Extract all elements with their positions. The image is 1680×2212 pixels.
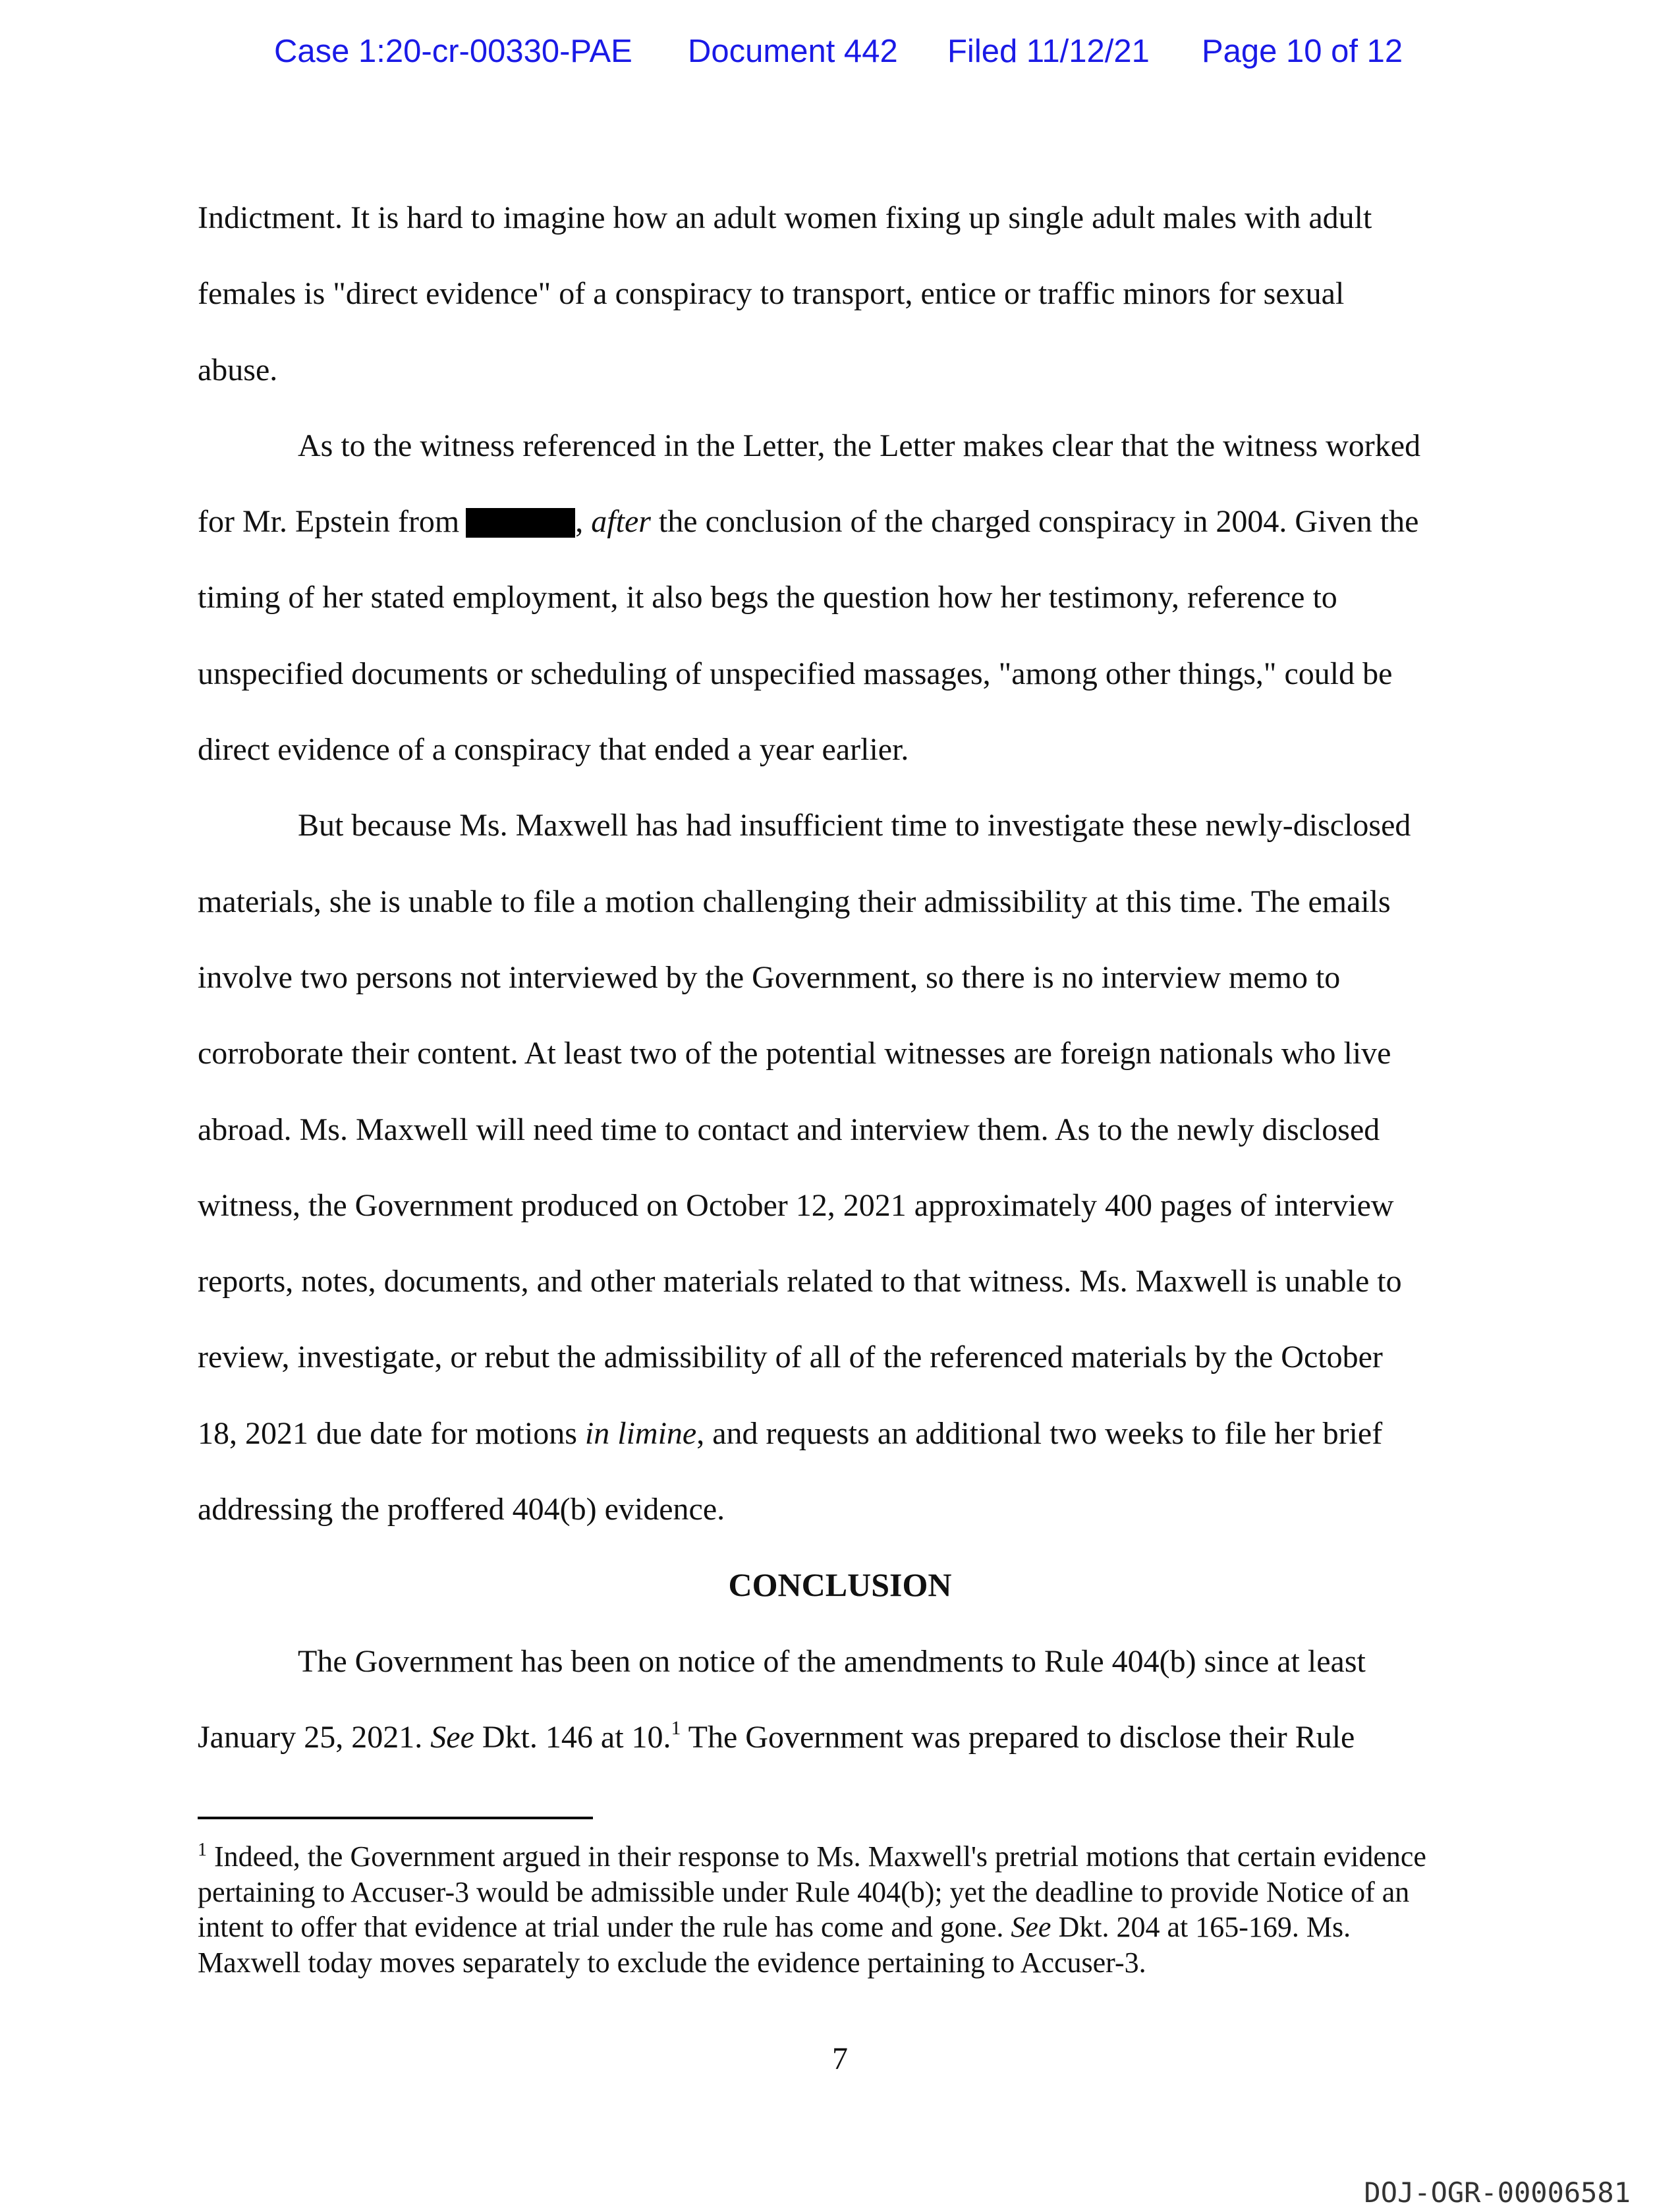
page-of-total: Page 10 of 12 bbox=[1202, 34, 1403, 69]
text: , bbox=[575, 504, 592, 540]
body-line: direct evidence of a conspiracy that ended a year earlier. bbox=[198, 732, 909, 768]
page-number: 7 bbox=[832, 2041, 848, 2076]
section-heading-conclusion: CONCLUSION bbox=[728, 1566, 952, 1604]
text: Dkt. 146 at 10. bbox=[474, 1719, 671, 1755]
body-line bbox=[198, 484, 1515, 559]
body-line: corroborate their content. At least two of the potential witnesses are foreign nationals who live bbox=[198, 1036, 1391, 1071]
footnote-line: Maxwell today moves separately to exclude the evidence pertaining to Accuser-3. bbox=[198, 1946, 1146, 1979]
text: January 25, 2021. bbox=[198, 1719, 431, 1755]
text: for Mr. Epstein from bbox=[198, 504, 460, 540]
body-line: timing of her stated employment, it also begs the question how her testimony, reference to bbox=[198, 580, 1337, 615]
body-line: reports, notes, documents, and other materials related to that witness. Ms. Maxwell is unable to bbox=[198, 1264, 1402, 1299]
footnote-reference: 1 bbox=[671, 1716, 681, 1739]
filed-date: Filed 11/12/21 bbox=[947, 34, 1150, 69]
italic-text: See bbox=[1011, 1911, 1051, 1944]
redaction-box bbox=[466, 508, 575, 538]
body-line: But because Ms. Maxwell has had insufficient time to investigate these newly-disclosed bbox=[298, 808, 1411, 843]
body-line: review, investigate, or rebut the admissibility of all of the referenced materials by the October bbox=[198, 1340, 1383, 1375]
text: , and requests an additional two weeks to file her brief bbox=[696, 1415, 1383, 1451]
bates-stamp: DOJ-OGR-00006581 bbox=[1364, 2176, 1631, 2209]
body-line: addressing the proffered 404(b) evidence. bbox=[198, 1492, 725, 1527]
footnote-marker: 1 bbox=[198, 1840, 207, 1860]
body-line: The Government has been on notice of the amendments to Rule 404(b) since at least bbox=[298, 1643, 1366, 1679]
body-line bbox=[198, 1699, 1515, 1775]
body-line: abroad. Ms. Maxwell will need time to contact and interview them. As to the newly disclosed bbox=[198, 1112, 1380, 1147]
body-line: involve two persons not interviewed by the Government, so there is no interview memo to bbox=[198, 959, 1341, 995]
text: the conclusion of the charged conspiracy in 2004. Given the bbox=[650, 504, 1419, 540]
text: Indeed, the Government argued in their response to Ms. Maxwell's pretrial motions that certain evidence bbox=[207, 1840, 1426, 1873]
text: intent to offer that evidence at trial under the rule has come and gone. bbox=[198, 1911, 1011, 1944]
footnote-line bbox=[198, 1910, 1502, 1945]
body-line: abuse. bbox=[198, 352, 278, 387]
case-number: Case 1:20-cr-00330-PAE bbox=[274, 34, 632, 69]
body-line: As to the witness referenced in the Letter, the Letter makes clear that the witness worked bbox=[298, 428, 1421, 463]
text: 18, 2021 due date for motions bbox=[198, 1415, 585, 1451]
document-number: Document 442 bbox=[688, 34, 898, 69]
body-text bbox=[198, 180, 1515, 1775]
footnote-line bbox=[198, 1839, 1502, 1875]
body-line: Indictment. It is hard to imagine how an adult women fixing up single adult males with adult bbox=[198, 200, 1372, 235]
text: Dkt. 204 at 165-169. Ms. bbox=[1051, 1911, 1351, 1944]
footnote-divider bbox=[198, 1817, 593, 1819]
body-line: females is "direct evidence" of a conspiracy to transport, entice or traffic minors for sexual bbox=[198, 276, 1345, 312]
italic-text: in limine bbox=[584, 1415, 697, 1451]
text: The Government was prepared to disclose their Rule bbox=[681, 1719, 1355, 1755]
footnote bbox=[198, 1839, 1502, 1981]
footnote-line: pertaining to Accuser-3 would be admissible under Rule 404(b); yet the deadline to provide Notice of an bbox=[198, 1875, 1410, 1908]
italic-text: See bbox=[430, 1719, 474, 1755]
body-line bbox=[198, 1396, 1515, 1471]
italic-text: after bbox=[591, 504, 651, 540]
body-line: materials, she is unable to file a motion challenging their admissibility at this time. The emails bbox=[198, 884, 1391, 919]
body-line: witness, the Government produced on October 12, 2021 approximately 400 pages of interview bbox=[198, 1187, 1394, 1223]
body-line: unspecified documents or scheduling of unspecified massages, "among other things," could be bbox=[198, 656, 1393, 691]
